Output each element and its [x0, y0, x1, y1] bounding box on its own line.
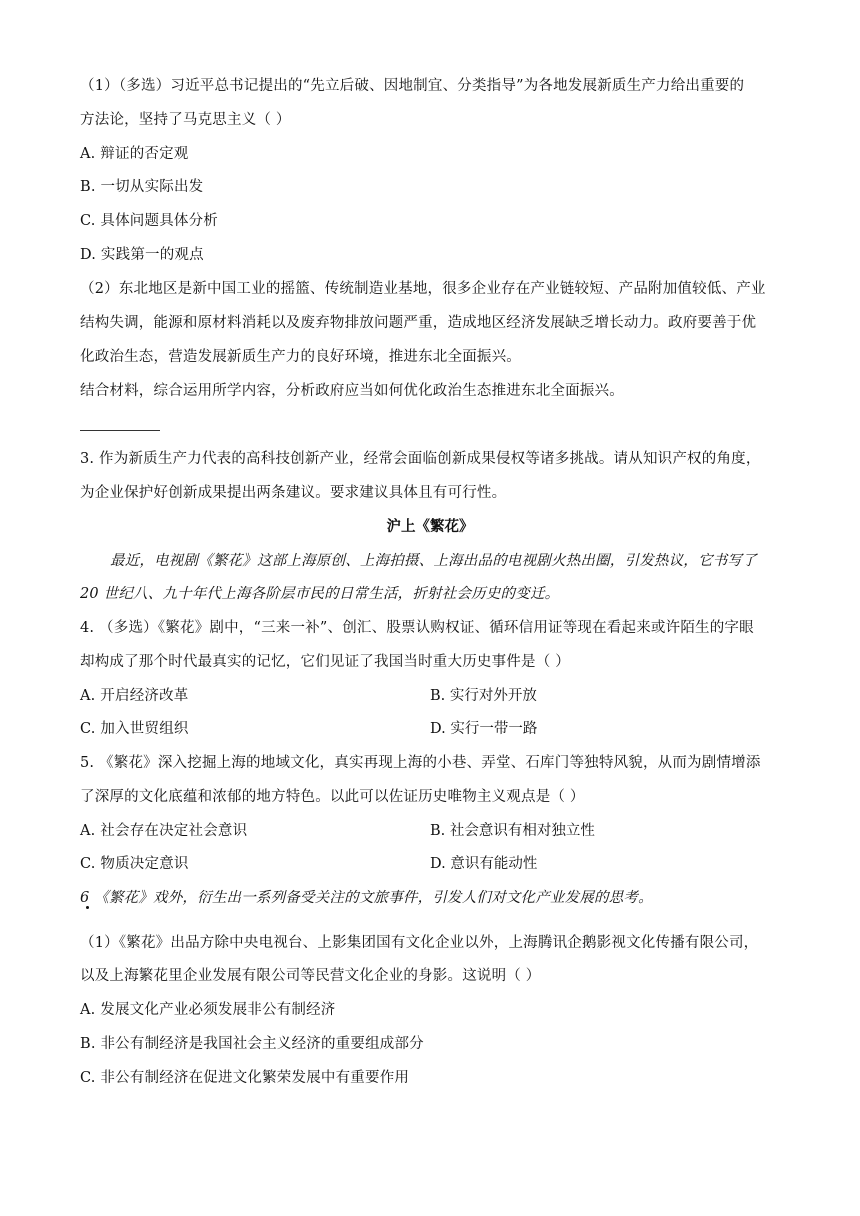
q2-sub2-line3: 化政治生态，营造发展新质生产力的良好环境，推进东北全面振兴。 [80, 349, 521, 365]
q6-sub1-line1: （1）《繁花》出品方除中央电视台、上影集团国有文化企业以外，上海腾讯企鹅影视文化传播有限公司， [80, 935, 759, 951]
q4-line1: 4. （多选）《繁花》剧中，“三来一补”、创汇、股票认购权证、循环信用证等现在看起来或许陌生的字眼 [80, 620, 754, 636]
q2-sub1-stem-line2: 方法论，坚持了马克思主义（ ） [80, 112, 291, 128]
q6-sub1-option-c: C. 非公有制经济在促进文化繁荣发展中有重要作用 [80, 1070, 410, 1086]
section-intro-line1: 最近，电视剧《繁花》这部上海原创、上海拍摄、上海出品的电视剧火热出圈，引发热议，它书写了 [110, 553, 757, 569]
q2-sub2-line4: 结合材料，综合运用所学内容，分析政府应当如何优化政治生态推进东北全面振兴。 [80, 383, 624, 399]
section-title: 沪上《繁花》 [386, 518, 474, 535]
q2-sub2-line1: （2）东北地区是新中国工业的摇篮、传统制造业基地，很多企业存在产业链较短、产品附加值较低、产业 [80, 281, 766, 297]
q6-sub1-option-b: B. 非公有制经济是我国社会主义经济的重要组成部分 [80, 1036, 424, 1052]
q4-option-a: A. 开启经济改革 [80, 688, 189, 704]
q4-option-d: D. 实行一带一路 [430, 721, 538, 737]
q5-option-d: D. 意识有能动性 [430, 856, 538, 872]
q2-sub1-option-c: C. 具体问题具体分析 [80, 213, 218, 229]
q6-sub1-line2: 以及上海繁花里企业发展有限公司等民营文化企业的身影。这说明（ ） [80, 968, 541, 984]
q3-line1: 3. 作为新质生产力代表的高科技创新产业，经常会面临创新成果侵权等诸多挑战。请从知识产权的角度， [80, 451, 761, 467]
q5-line2: 了深厚的文化底蕴和浓郁的地方特色。以此可以佐证历史唯物主义观点是（ ） [80, 789, 585, 805]
q4-option-c: C. 加入世贸组织 [80, 721, 189, 737]
q3-line2: 为企业保护好创新成果提出两条建议。要求建议具体且有可行性。 [80, 485, 507, 501]
answer-line [80, 430, 160, 431]
q5-line1: 5. 《繁花》深入挖掘上海的地域文化，真实再现上海的小巷、弄堂、石库门等独特风貌，从而为剧情增添 [80, 755, 761, 771]
q2-sub2-line2: 结构失调，能源和原材料消耗以及废弃物排放问题严重，造成地区经济发展缺乏增长动力。政府要善于优 [80, 315, 757, 331]
q2-sub1-option-b: B. 一切从实际出发 [80, 179, 204, 195]
q2-sub1-option-d: D. 实践第一的观点 [80, 247, 204, 263]
q2-sub1-stem-line1: （1）（多选）习近平总书记提出的“先立后破、因地制宜、分类指导”为各地发展新质生产力给出重要的 [80, 78, 745, 94]
q4-option-b: B. 实行对外开放 [430, 688, 537, 704]
q6-sub1-option-a: A. 发展文化产业必须发展非公有制经济 [80, 1002, 336, 1018]
q5-option-c: C. 物质决定意识 [80, 856, 189, 872]
q2-sub1-option-a: A. 辩证的否定观 [80, 146, 189, 162]
q4-line2: 却构成了那个时代最真实的记忆，它们见证了我国当时重大历史事件是（ ） [80, 654, 570, 670]
q6-stem: 6 《繁花》戏外，衍生出一系列备受关注的文旅事件，引发人们对文化产业发展的思考。 [80, 890, 653, 906]
q5-option-b: B. 社会意识有相对独立性 [430, 823, 595, 839]
section-intro-line2: 20 世纪八、九十年代上海各阶层市民的日常生活，折射社会历史的变迁。 [80, 586, 560, 602]
q5-option-a: A. 社会存在决定社会意识 [80, 823, 248, 839]
bullet-dot [86, 906, 89, 909]
